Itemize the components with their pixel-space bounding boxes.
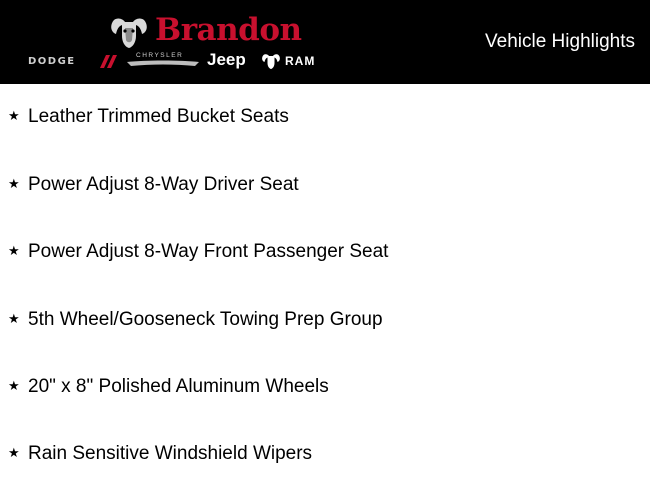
ram-wordmark: RAM [285,54,316,68]
dodge-wordmark: DODGE [28,56,76,67]
dealer-logo[interactable] [0,0,340,84]
highlight-label: Power Adjust 8-Way Front Passenger Seat [28,241,389,262]
header-bar [0,0,650,84]
highlight-label: Rain Sensitive Windshield Wipers [28,443,313,464]
highlight-label: Leather Trimmed Bucket Seats [28,106,289,127]
highlight-label: 20" x 8" Polished Aluminum Wheels [28,376,329,397]
brand-name: Brandon [155,12,302,48]
star-icon: ★ [8,378,20,393]
star-icon: ★ [8,445,20,460]
ram-head-logo-icon [108,14,150,50]
list-item [0,237,650,267]
dodge-stripes-logo-icon [100,55,122,68]
list-item [0,170,650,200]
list-item [0,439,650,469]
star-icon: ★ [8,108,20,123]
list-item [0,372,650,402]
star-icon: ★ [8,176,20,191]
highlight-label: Power Adjust 8-Way Driver Seat [28,174,299,195]
list-item [0,305,650,335]
highlight-label: 5th Wheel/Gooseneck Towing Prep Group [28,309,383,330]
list-item [0,102,650,132]
page-title: Vehicle Highlights [485,31,635,52]
star-icon: ★ [8,243,20,258]
jeep-wordmark: Jeep [207,50,246,69]
star-icon: ★ [8,311,20,326]
chrysler-wordmark: CHRYSLER [136,52,184,59]
ram-head-small-logo-icon [260,52,282,70]
